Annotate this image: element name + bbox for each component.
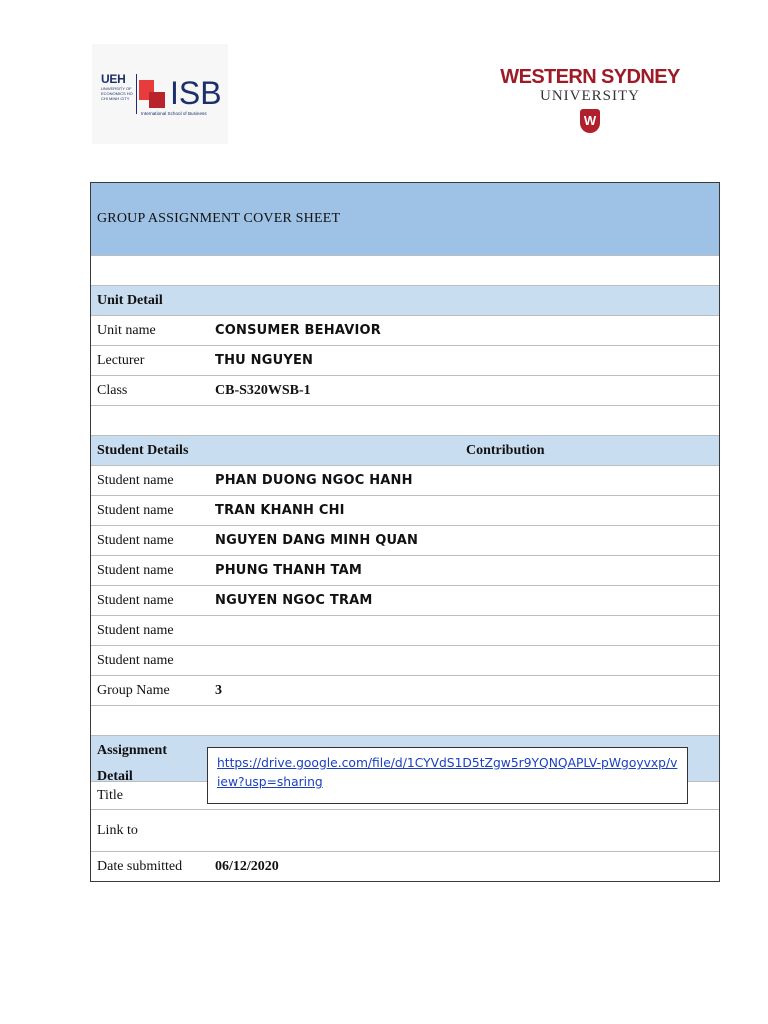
student-row bbox=[91, 585, 719, 615]
student-name-label: Student name bbox=[97, 562, 174, 578]
student-row bbox=[91, 555, 719, 585]
sheet-title-row bbox=[91, 183, 719, 255]
ueh-logo-text: UEH bbox=[101, 72, 126, 86]
assignment-link-box bbox=[207, 747, 688, 804]
student-name-label: Student name bbox=[97, 472, 174, 488]
link-label: Link to bbox=[97, 822, 138, 838]
isb-logo-subtext: International School of Business bbox=[141, 111, 207, 116]
unit-name-value: CONSUMER BEHAVIOR bbox=[215, 323, 381, 338]
student-name-label: Student name bbox=[97, 532, 174, 548]
ueh-logo-subtext: UNIVERSITY OF ECONOMICS HO CHI MINH CITY bbox=[101, 86, 133, 101]
ueh-isb-logo bbox=[92, 44, 228, 144]
date-submitted-label: Date submitted bbox=[97, 858, 183, 874]
isb-dark-square-icon bbox=[149, 92, 165, 108]
student-row bbox=[91, 495, 719, 525]
western-sydney-logo bbox=[500, 66, 680, 133]
unit-detail-label: Unit Detail bbox=[97, 292, 163, 308]
logo-divider bbox=[136, 74, 137, 114]
student-name-value: PHAN DUONG NGOC HANH bbox=[215, 473, 413, 488]
unit-name-row bbox=[91, 315, 719, 345]
student-name-value: NGUYEN DANG MINH QUAN bbox=[215, 533, 419, 548]
isb-logo-text: ISB bbox=[170, 75, 222, 111]
assignment-detail-label: Assignment Detail bbox=[97, 743, 168, 784]
student-row bbox=[91, 645, 719, 675]
student-row bbox=[91, 615, 719, 645]
unit-name-label: Unit name bbox=[97, 322, 156, 338]
sheet-title: GROUP ASSIGNMENT COVER SHEET bbox=[97, 211, 341, 226]
student-details-label: Student Details bbox=[97, 442, 189, 458]
blank-row bbox=[91, 255, 719, 285]
student-row bbox=[91, 525, 719, 555]
student-details-header bbox=[91, 435, 719, 465]
student-row bbox=[91, 465, 719, 495]
student-name-value: PHUNG THANH TAM bbox=[215, 563, 362, 578]
unit-detail-header bbox=[91, 285, 719, 315]
student-name-label: Student name bbox=[97, 652, 174, 668]
student-name-value: TRAN KHANH CHI bbox=[215, 503, 345, 518]
student-name-label: Student name bbox=[97, 502, 174, 518]
group-name-label: Group Name bbox=[97, 682, 170, 698]
group-name-value: 3 bbox=[215, 682, 222, 698]
assignment-link[interactable]: https://drive.google.com/file/d/1CYVdS1D5tZgw5r9YQNQAPLV-pWgoyvxp/view?usp=sharing bbox=[217, 756, 678, 789]
lecturer-label: Lecturer bbox=[97, 352, 145, 368]
student-name-label: Student name bbox=[97, 622, 174, 638]
class-row bbox=[91, 375, 719, 405]
class-value: CB-S320WSB-1 bbox=[215, 382, 311, 398]
wsu-logo-subtitle: UNIVERSITY bbox=[540, 88, 640, 104]
class-label: Class bbox=[97, 382, 128, 398]
blank-row bbox=[91, 405, 719, 435]
contribution-header: Contribution bbox=[466, 442, 545, 458]
group-name-row bbox=[91, 675, 719, 705]
wsu-crest-icon: W bbox=[580, 109, 600, 133]
blank-row bbox=[91, 705, 719, 735]
lecturer-value: THU NGUYEN bbox=[215, 353, 314, 368]
date-submitted-row bbox=[91, 851, 719, 881]
lecturer-row bbox=[91, 345, 719, 375]
link-row bbox=[91, 809, 719, 851]
student-name-value: NGUYEN NGOC TRAM bbox=[215, 593, 373, 608]
date-submitted-value: 06/12/2020 bbox=[215, 858, 279, 874]
title-label: Title bbox=[97, 787, 123, 803]
student-name-label: Student name bbox=[97, 592, 174, 608]
wsu-logo-title: WESTERN SYDNEY bbox=[500, 66, 680, 88]
